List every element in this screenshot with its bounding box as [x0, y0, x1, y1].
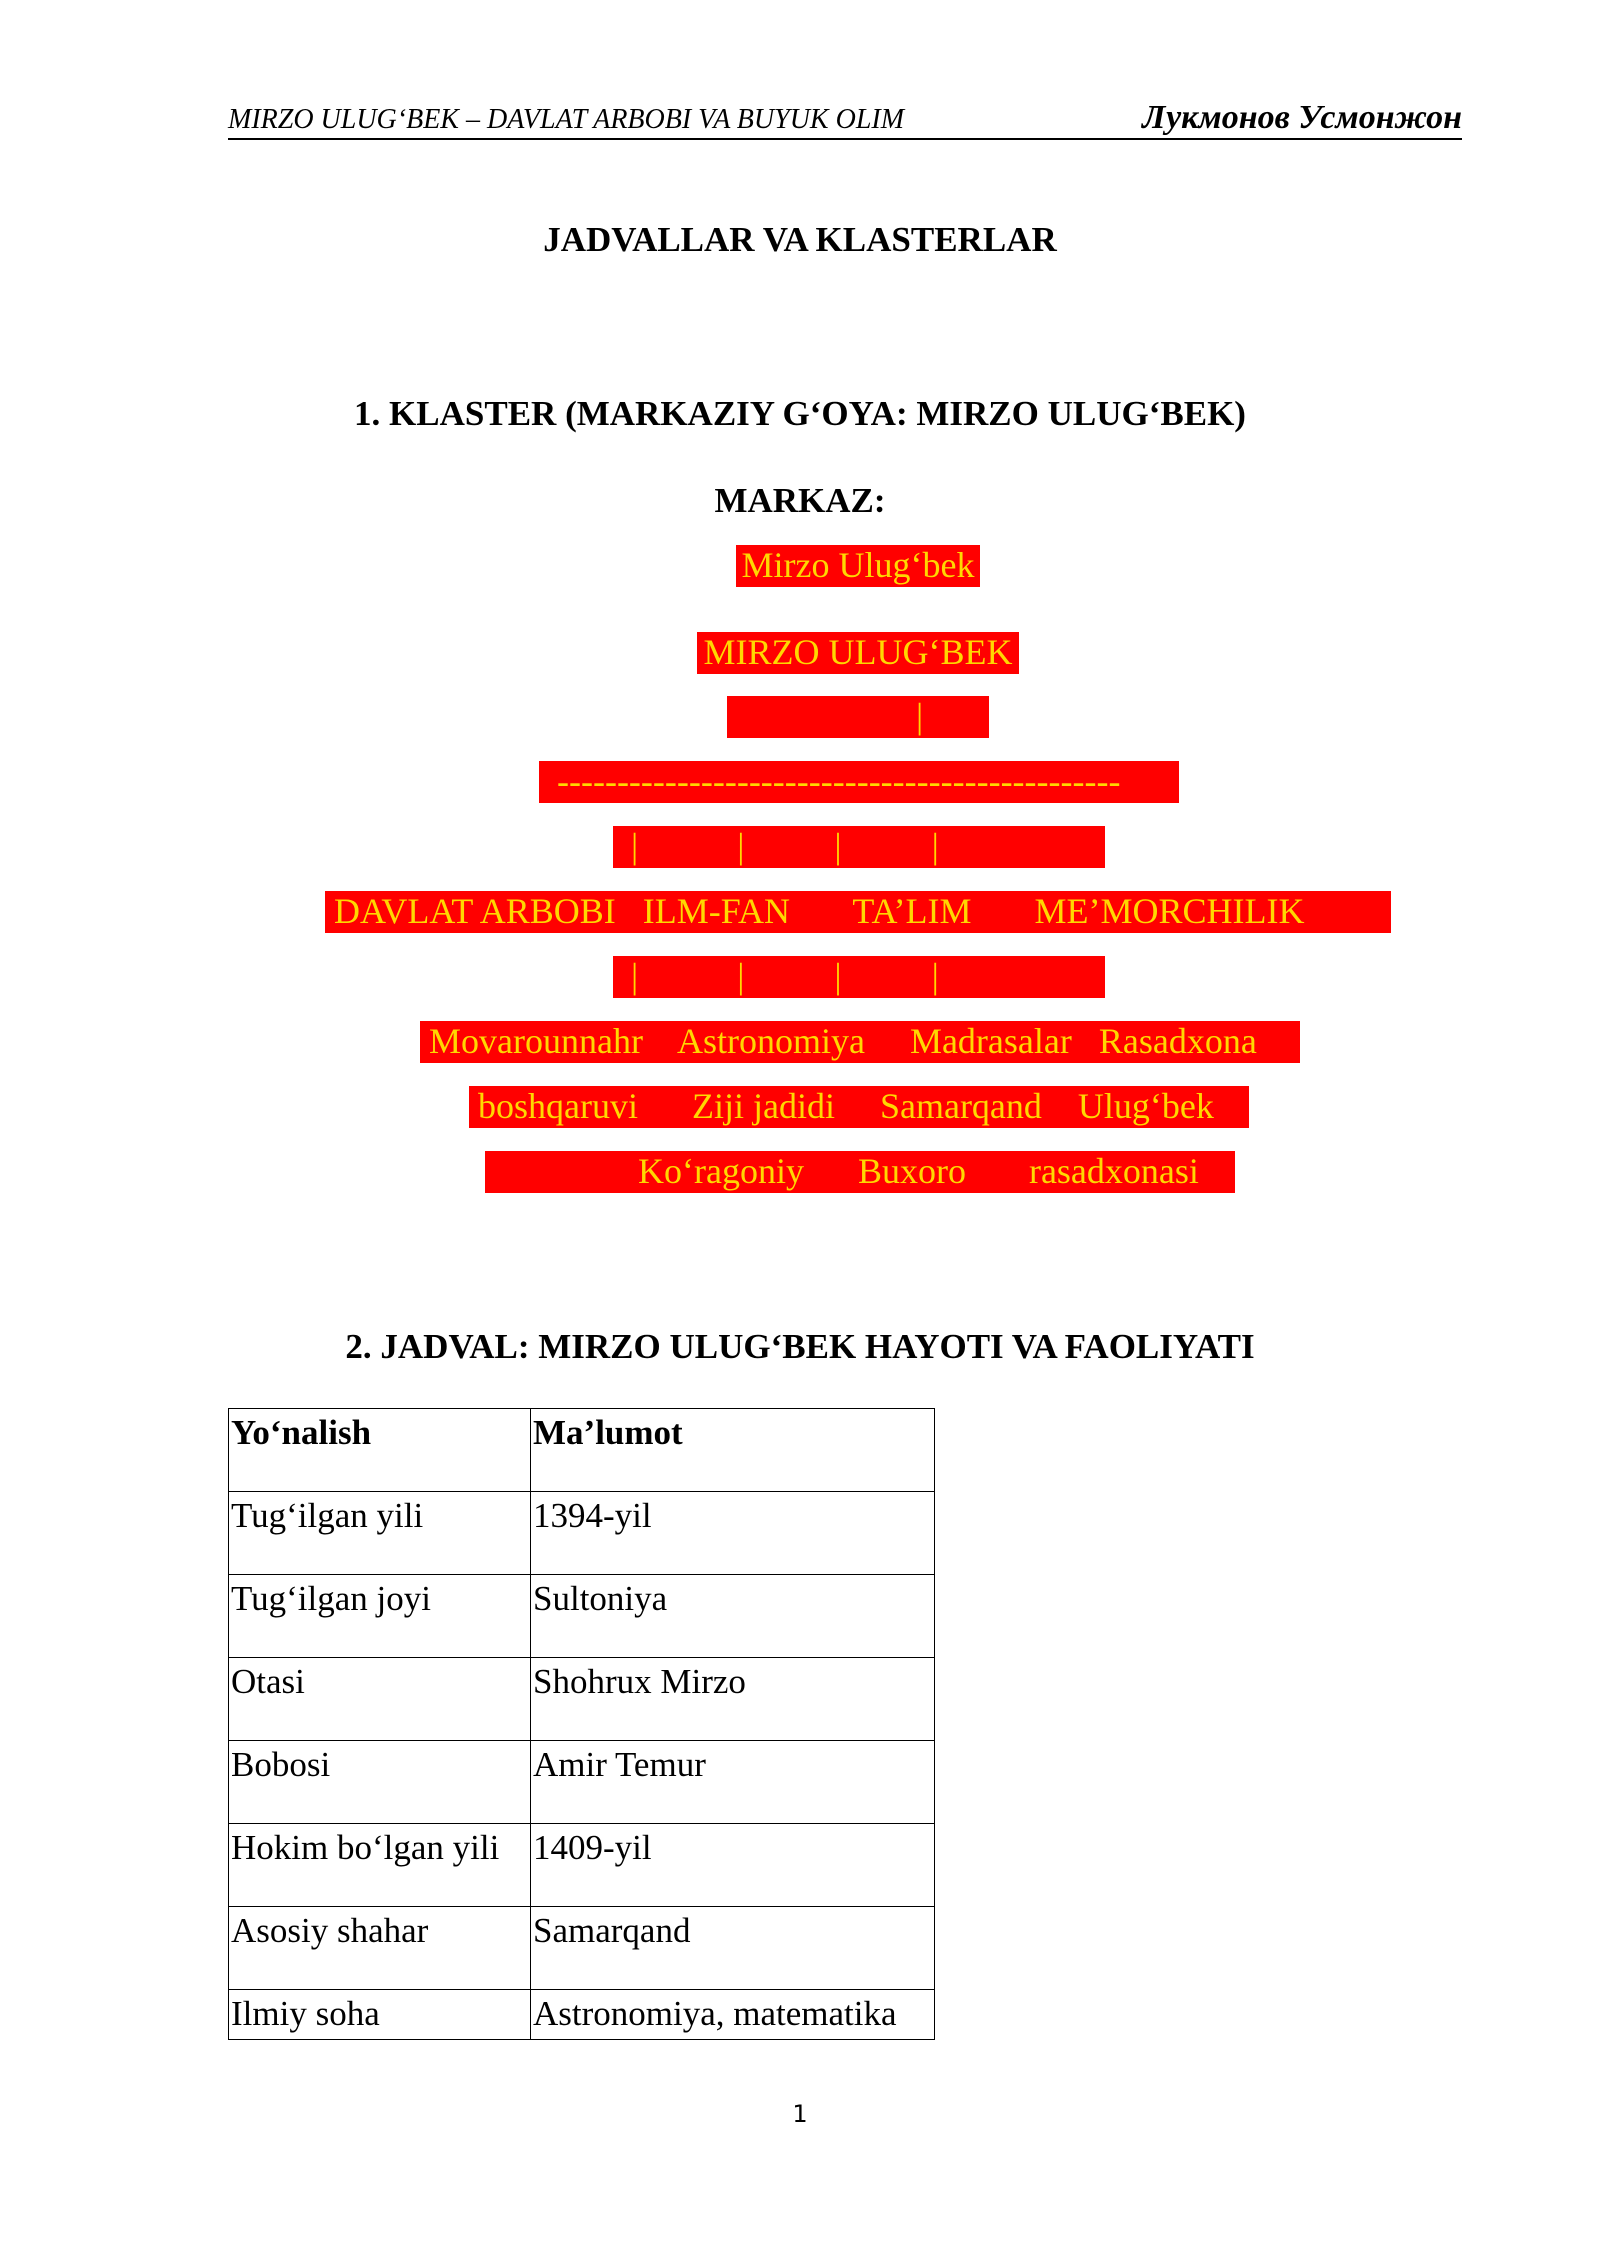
table-title: 2. JADVAL: MIRZO ULUG‘BEK HAYOTI VA FAOLIYATI: [345, 1327, 1255, 1366]
table-cell: Asosiy shahar: [229, 1907, 531, 1990]
table-cell: Ilmiy soha: [229, 1990, 531, 2040]
table-cell: Tug‘ilgan joyi: [229, 1575, 531, 1658]
diagram-branch-line: -----------------------------------------------: [539, 761, 1179, 803]
cluster-center-value: Mirzo Ulug‘bek: [736, 545, 980, 587]
header-title: MIRZO ULUG‘BEK – DAVLAT ARBOBI VA BUYUK OLIM: [228, 104, 905, 135]
diagram-details-2: boshqaruvi Ziji jadidi Samarqand Ulug‘bek: [469, 1086, 1249, 1128]
diagram-details-3: Ko‘ragoniy Buxoro rasadxonasi: [485, 1151, 1235, 1193]
table-header-row: [229, 1409, 935, 1492]
header-cell: Yo‘nalish: [229, 1409, 531, 1492]
diagram-details-1: Movarounnahr Astronomiya Madrasalar Rasadxona: [420, 1021, 1300, 1063]
table-cell: Shohrux Mirzo: [531, 1658, 935, 1741]
info-table: [228, 1408, 935, 2040]
table-cell: Samarqand: [531, 1907, 935, 1990]
cluster-center-label: MARKAZ:: [714, 481, 886, 520]
table-cell: 1394-yil: [531, 1492, 935, 1575]
cluster-title: 1. KLASTER (MARKAZIY G‘OYA: MIRZO ULUG‘BEK): [354, 394, 1246, 433]
page-number: 1: [792, 2100, 808, 2128]
diagram-categories: DAVLAT ARBOBI ILM-FAN TA’LIM ME’MORCHILIK: [325, 891, 1391, 933]
diagram-root: MIRZO ULUG‘BEK: [697, 632, 1019, 674]
diagram-connectors-2: | | | |: [613, 956, 1105, 998]
table-cell: 1409-yil: [531, 1824, 935, 1907]
table-row: [229, 1990, 935, 2040]
diagram-connectors-1: | | | |: [613, 826, 1105, 868]
page-header: [228, 98, 1462, 140]
table-row: [229, 1824, 935, 1907]
table-row: [229, 1741, 935, 1824]
table-cell: Bobosi: [229, 1741, 531, 1824]
table-cell: Astronomiya, matematika: [531, 1990, 935, 2040]
table-row: [229, 1492, 935, 1575]
table-row: [229, 1907, 935, 1990]
table-cell: Sultoniya: [531, 1575, 935, 1658]
table-row: [229, 1575, 935, 1658]
table-cell: Hokim bo‘lgan yili: [229, 1824, 531, 1907]
page-title: JADVALLAR VA KLASTERLAR: [543, 220, 1057, 259]
diagram-connector-top: |: [727, 696, 989, 738]
table-cell: Amir Temur: [531, 1741, 935, 1824]
table-cell: Tug‘ilgan yili: [229, 1492, 531, 1575]
table-cell: Otasi: [229, 1658, 531, 1741]
header-author: Лукмонов Усмонжон: [1142, 99, 1462, 136]
table-row: [229, 1658, 935, 1741]
header-cell: Ma’lumot: [531, 1409, 935, 1492]
